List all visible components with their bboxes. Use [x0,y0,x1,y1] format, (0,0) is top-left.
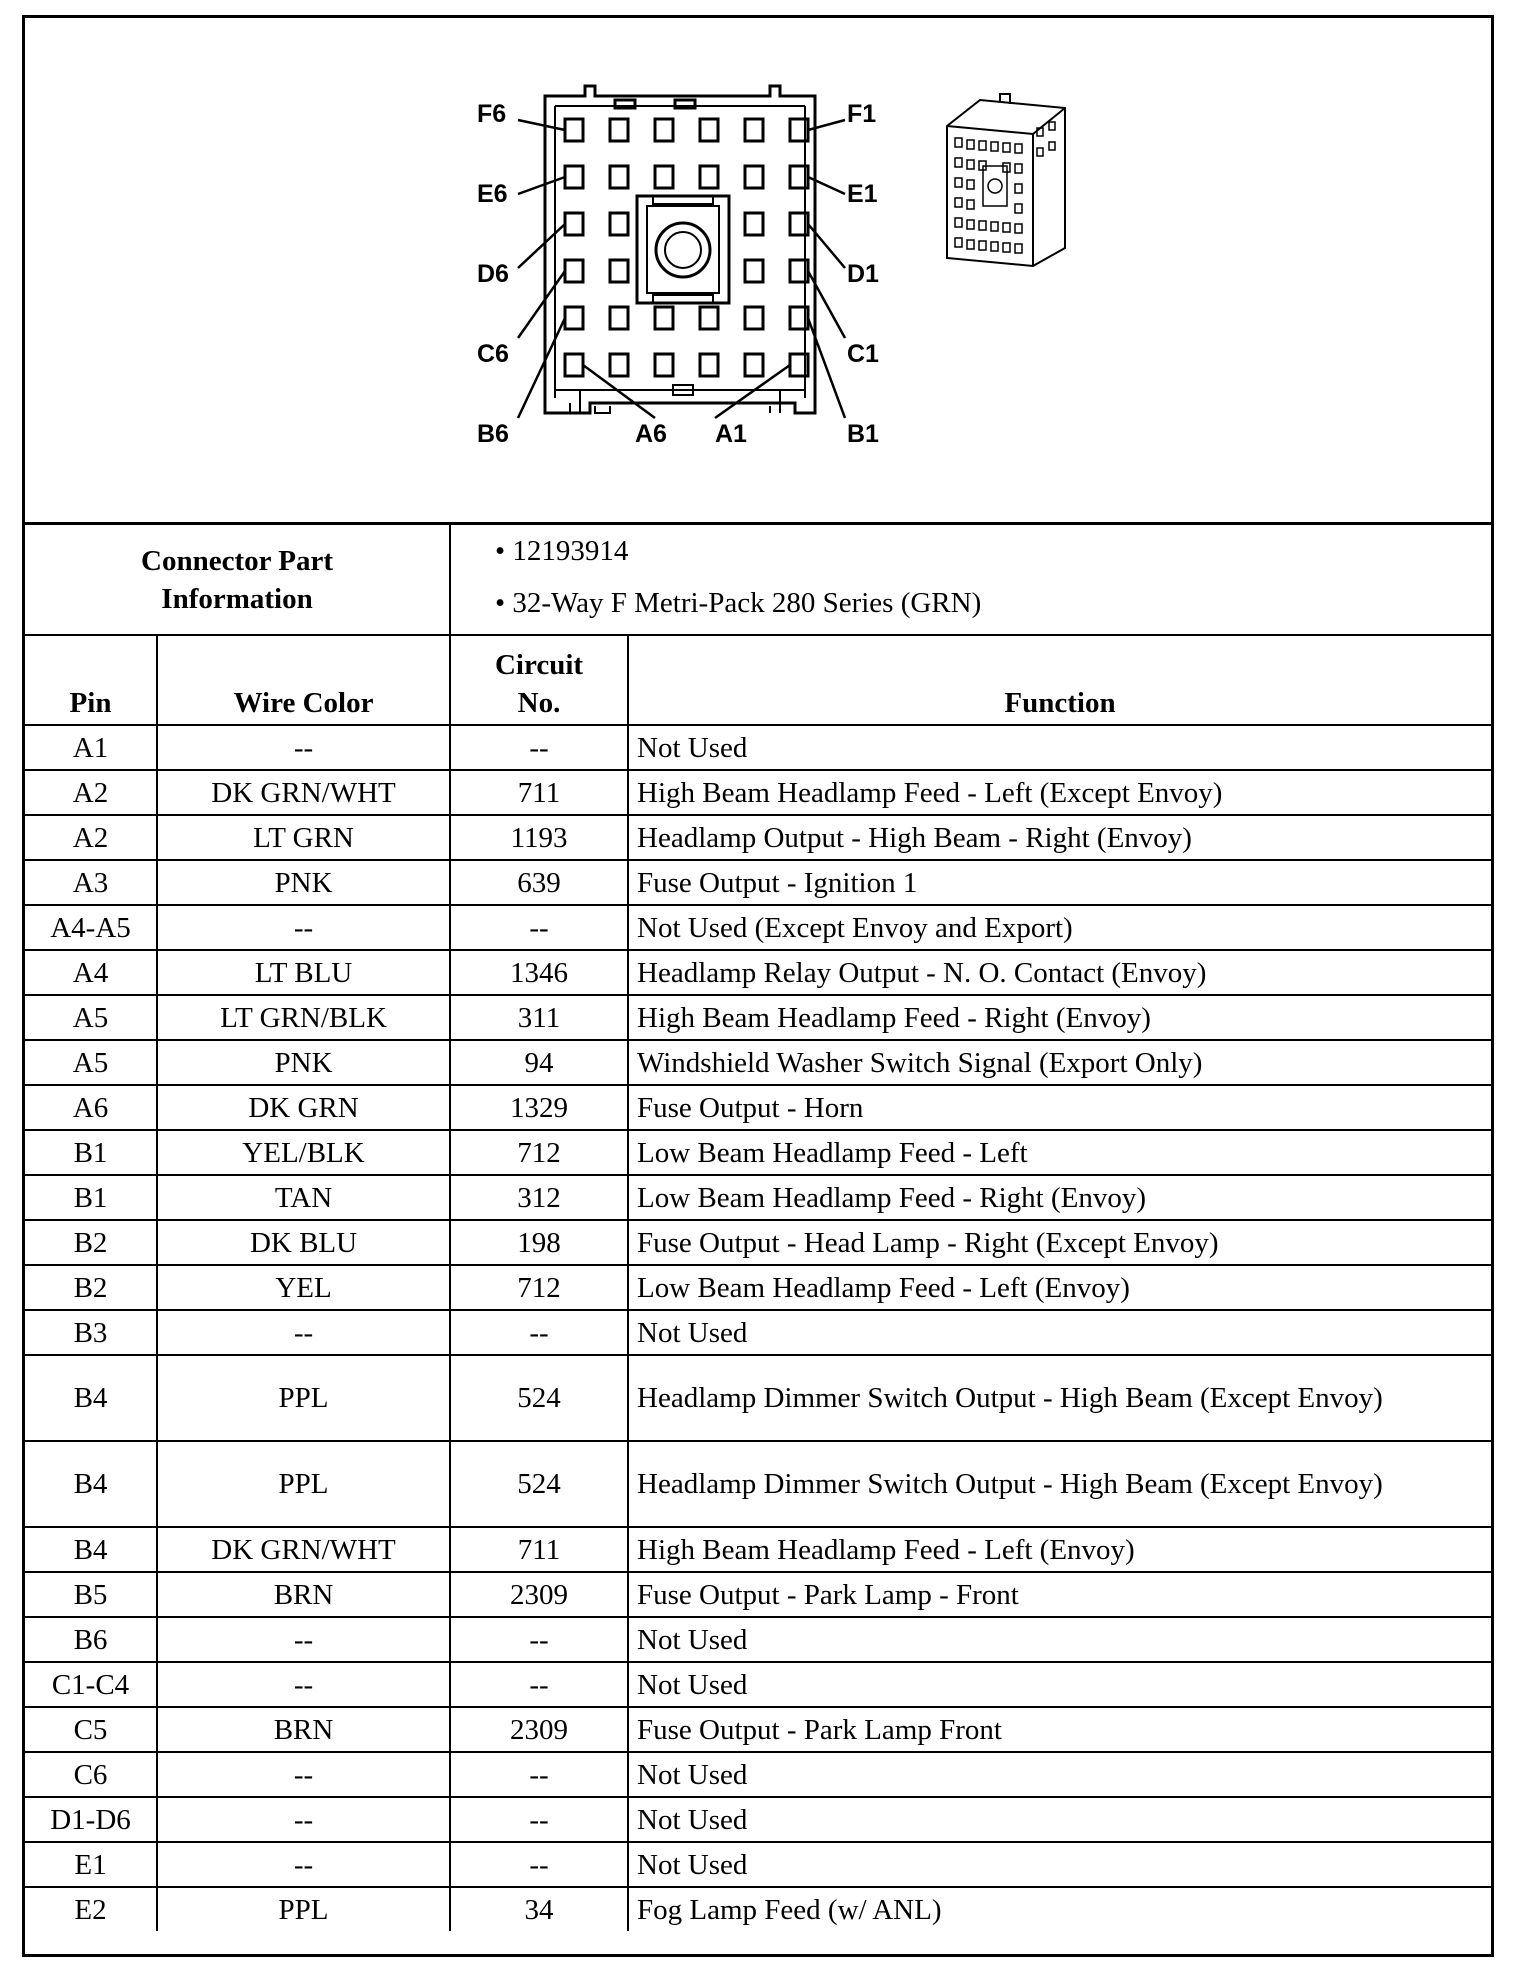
pin-label-A1: A1 [715,420,747,448]
circuit-cell: 2309 [450,1572,628,1617]
table-row [25,1040,1491,1085]
function-cell: High Beam Headlamp Feed - Left (Envoy) [628,1527,1491,1572]
pin-cell: C1-C4 [25,1662,157,1707]
function-cell: Not Used [628,1752,1491,1797]
header-pin: Pin [25,635,157,725]
table-row [25,1130,1491,1175]
wire-color-cell: LT BLU [157,950,450,995]
function-cell: Not Used (Except Envoy and Export) [628,905,1491,950]
table-row [25,995,1491,1040]
table-row [25,1527,1491,1572]
pin-cavities [565,119,808,376]
pin-cell: B6 [25,1617,157,1662]
function-cell: Headlamp Dimmer Switch Output - High Beam (Except Envoy) [628,1441,1491,1527]
function-cell: Fuse Output - Head Lamp - Right (Except Envoy) [628,1220,1491,1265]
function-cell: Not Used [628,1797,1491,1842]
table-row [25,1842,1491,1887]
circuit-cell: 711 [450,1527,628,1572]
function-cell: Not Used [628,1617,1491,1662]
pin-label-F1: F1 [847,100,877,128]
circuit-cell: 312 [450,1175,628,1220]
table-row [25,860,1491,905]
circuit-cell: -- [450,725,628,770]
pin-cell: E1 [25,1842,157,1887]
pin-cell: E2 [25,1887,157,1931]
table-row [25,1887,1491,1931]
table-row [25,1310,1491,1355]
wire-color-cell: PPL [157,1441,450,1527]
circuit-cell: -- [450,1662,628,1707]
title-line-1: Connector Part [141,544,333,577]
wire-color-cell: LT GRN/BLK [157,995,450,1040]
circuit-cell: -- [450,1617,628,1662]
pin-cell: A5 [25,995,157,1040]
function-cell: Windshield Washer Switch Signal (Export Only) [628,1040,1491,1085]
circuit-cell: 198 [450,1220,628,1265]
circuit-cell: -- [450,1752,628,1797]
title-line-2: Information [161,582,313,615]
table-row [25,950,1491,995]
function-cell: Not Used [628,725,1491,770]
connector-part-info-title [25,525,450,635]
wire-color-cell: DK GRN [157,1085,450,1130]
table-row [25,815,1491,860]
circuit-cell: 524 [450,1441,628,1527]
connector-sheet [22,15,1494,1957]
pin-cell: A4-A5 [25,905,157,950]
function-cell: Headlamp Dimmer Switch Output - High Beam (Except Envoy) [628,1355,1491,1441]
wire-color-cell: TAN [157,1175,450,1220]
header-circuit-no [450,635,628,725]
circuit-cell: 2309 [450,1707,628,1752]
pin-cell: A2 [25,770,157,815]
pin-cell: B3 [25,1310,157,1355]
function-cell: Fuse Output - Horn [628,1085,1491,1130]
circuit-cell: 524 [450,1355,628,1441]
wire-color-cell: BRN [157,1707,450,1752]
table-row [25,1662,1491,1707]
table-row [25,905,1491,950]
wire-color-cell: DK BLU [157,1220,450,1265]
function-cell: Low Beam Headlamp Feed - Left [628,1130,1491,1175]
circuit-cell: 1193 [450,815,628,860]
top-latch [615,100,635,108]
pinout-table [25,525,1491,1931]
function-cell: High Beam Headlamp Feed - Left (Except Envoy) [628,770,1491,815]
wire-color-cell: -- [157,1842,450,1887]
circuit-cell: 34 [450,1887,628,1931]
pin-label-D6: D6 [477,260,509,288]
header-wire-color: Wire Color [157,635,450,725]
pin-cell: A1 [25,725,157,770]
pin-cell: A2 [25,815,157,860]
pin-label-A6: A6 [635,420,667,448]
function-cell: Not Used [628,1310,1491,1355]
wire-color-cell: PNK [157,1040,450,1085]
pin-label-C6: C6 [477,340,509,368]
circuit-cell: -- [450,905,628,950]
pin-label-B6: B6 [477,420,509,448]
pin-label-F6: F6 [477,100,507,128]
connector-part-info-row [25,525,1491,635]
circuit-cell: 712 [450,1130,628,1175]
table-row [25,1617,1491,1662]
pin-label-C1: C1 [847,340,879,368]
pin-cell: B2 [25,1220,157,1265]
circuit-cell: 639 [450,860,628,905]
pin-label-E6: E6 [477,180,508,208]
function-cell: Headlamp Relay Output - N. O. Contact (Envoy) [628,950,1491,995]
table-row [25,1707,1491,1752]
connector-description: • 32-Way F Metri-Pack 280 Series (GRN) [495,587,982,619]
table-row [25,1085,1491,1130]
pin-cell: A6 [25,1085,157,1130]
circuit-cell: 711 [450,770,628,815]
function-cell: High Beam Headlamp Feed - Right (Envoy) [628,995,1491,1040]
table-row [25,1752,1491,1797]
wire-color-cell: DK GRN/WHT [157,770,450,815]
function-cell: Fuse Output - Park Lamp Front [628,1707,1491,1752]
connector-3d-thumbnail [947,94,1065,266]
center-key-housing [637,196,729,303]
connector-diagram [25,18,1491,525]
pin-label-D1: D1 [847,260,879,288]
function-cell: Fuse Output - Ignition 1 [628,860,1491,905]
wire-color-cell: PNK [157,860,450,905]
pin-cell: C5 [25,1707,157,1752]
wire-color-cell: PPL [157,1887,450,1931]
wire-color-cell: -- [157,725,450,770]
circuit-cell: 94 [450,1040,628,1085]
pin-cell: B5 [25,1572,157,1617]
pin-cell: C6 [25,1752,157,1797]
circuit-cell: 712 [450,1265,628,1310]
circuit-cell: -- [450,1842,628,1887]
function-cell: Low Beam Headlamp Feed - Left (Envoy) [628,1265,1491,1310]
pin-cell: B1 [25,1130,157,1175]
table-row [25,1175,1491,1220]
wire-color-cell: -- [157,1797,450,1842]
wire-color-cell: -- [157,1752,450,1797]
wire-color-cell: -- [157,1662,450,1707]
table-row [25,1220,1491,1265]
circuit-cell: 311 [450,995,628,1040]
wire-color-cell: -- [157,905,450,950]
wire-color-cell: LT GRN [157,815,450,860]
circuit-cell: -- [450,1310,628,1355]
header-circuit-line-1: Circuit [494,649,584,681]
circuit-cell: -- [450,1797,628,1842]
pin-cell: B4 [25,1527,157,1572]
table-row [25,1572,1491,1617]
pin-cell: B1 [25,1175,157,1220]
function-cell: Fuse Output - Park Lamp - Front [628,1572,1491,1617]
pin-cell: B4 [25,1355,157,1441]
header-circuit-line-2: No. [517,687,561,719]
table-header-row [25,635,1491,725]
function-cell: Not Used [628,1842,1491,1887]
connector-face-drawing [25,18,1491,522]
function-cell: Fog Lamp Feed (w/ ANL) [628,1887,1491,1931]
wire-color-cell: PPL [157,1355,450,1441]
circuit-cell: 1329 [450,1085,628,1130]
pin-cell: B4 [25,1441,157,1527]
pin-cell: D1-D6 [25,1797,157,1842]
wire-color-cell: -- [157,1617,450,1662]
part-number: • 12193914 [495,535,629,567]
connector-part-info-values [450,525,1491,635]
pin-label-B1: B1 [847,420,879,448]
wire-color-cell: YEL [157,1265,450,1310]
function-cell: Not Used [628,1662,1491,1707]
function-cell: Headlamp Output - High Beam - Right (Envoy) [628,815,1491,860]
pin-cell: A3 [25,860,157,905]
wire-color-cell: YEL/BLK [157,1130,450,1175]
table-row [25,770,1491,815]
table-row [25,1797,1491,1842]
wire-color-cell: -- [157,1310,450,1355]
table-row [25,1265,1491,1310]
table-row [25,725,1491,770]
header-function: Function [628,635,1491,725]
wire-color-cell: BRN [157,1572,450,1617]
connector-body-outline [545,86,815,413]
wire-color-cell: DK GRN/WHT [157,1527,450,1572]
pin-cell: B2 [25,1265,157,1310]
function-cell: Low Beam Headlamp Feed - Right (Envoy) [628,1175,1491,1220]
pin-cell: A4 [25,950,157,995]
table-row [25,1441,1491,1527]
pin-cell: A5 [25,1040,157,1085]
circuit-cell: 1346 [450,950,628,995]
pin-label-E1: E1 [847,180,878,208]
table-row [25,1355,1491,1441]
